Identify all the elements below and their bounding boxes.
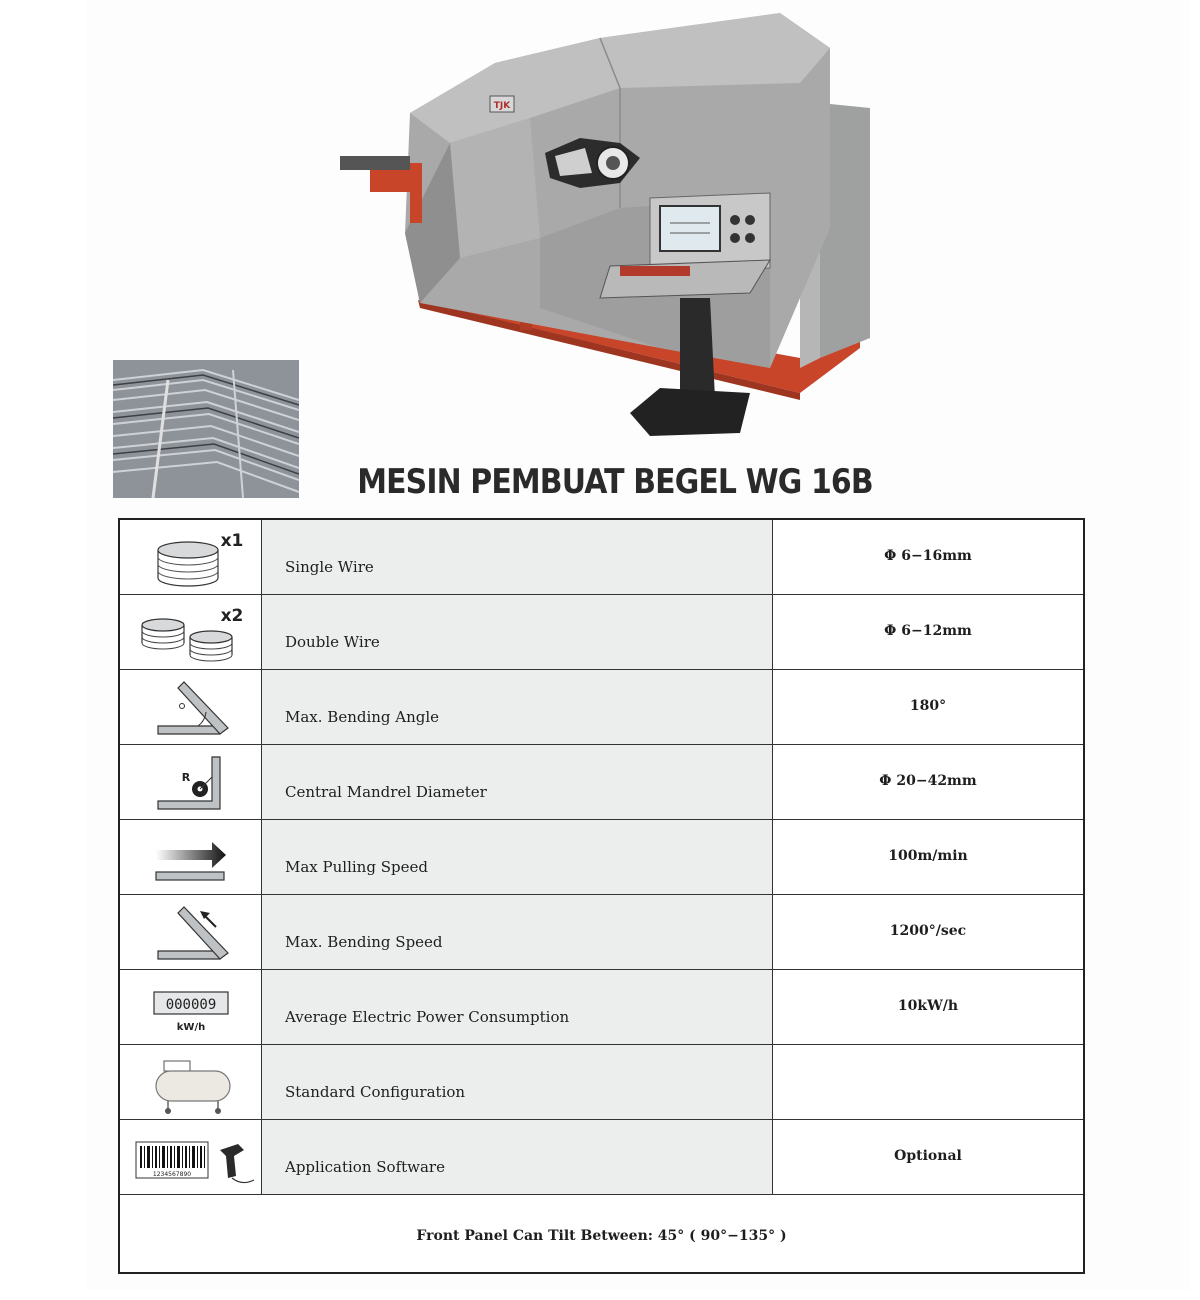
page-title: MESIN PEMBUAT BEGEL WG 16B <box>357 462 873 502</box>
spec-value: Φ 20−42mm <box>879 773 977 789</box>
spec-value-cell <box>773 745 1083 819</box>
table-row <box>120 820 1083 895</box>
table-row <box>120 895 1083 970</box>
table-row <box>120 1045 1083 1120</box>
spec-value: Φ 6−16mm <box>884 548 972 564</box>
table-row <box>120 1120 1083 1195</box>
icon-cell <box>120 970 262 1044</box>
icon-cell <box>120 670 262 744</box>
pulling-speed-arrow-icon <box>120 820 262 895</box>
spec-label-cell <box>262 820 773 894</box>
spec-label: Single Wire <box>285 558 374 576</box>
meter-unit: kW/h <box>176 1022 206 1033</box>
spec-value <box>773 1045 1083 1073</box>
bending-angle-icon <box>120 670 262 745</box>
icon-cell <box>120 1120 262 1194</box>
spec-value: Φ 6−12mm <box>884 623 972 639</box>
icon-cell <box>120 895 262 969</box>
footer-note-row <box>120 1195 1083 1272</box>
spec-label-cell <box>262 970 773 1044</box>
spec-label: Double Wire <box>285 633 380 651</box>
spec-value-cell <box>773 595 1083 669</box>
table-row <box>120 670 1083 745</box>
spec-value-cell <box>773 1045 1083 1119</box>
spec-label: Standard Configuration <box>285 1083 466 1101</box>
steel-stirrups-photo <box>113 360 299 498</box>
single-wire-coil-icon <box>120 520 262 595</box>
spec-value-cell <box>773 1120 1083 1194</box>
table-row <box>120 520 1083 595</box>
icon-cell <box>120 1045 262 1119</box>
spec-value: Optional <box>894 1148 962 1164</box>
spec-label: Max. Bending Speed <box>285 933 443 951</box>
double-wire-coil-icon <box>120 595 262 670</box>
machine-brand-label: TJK <box>493 101 511 111</box>
spec-label-cell <box>262 745 773 819</box>
table-row <box>120 745 1083 820</box>
spec-label-cell <box>262 595 773 669</box>
spec-value-cell <box>773 670 1083 744</box>
spec-value-cell <box>773 895 1083 969</box>
table-row <box>120 595 1083 670</box>
spec-label-cell <box>262 670 773 744</box>
barcode-number: 1234567890 <box>152 1171 192 1178</box>
spec-label: Central Mandrel Diameter <box>285 783 487 801</box>
spec-label-cell <box>262 1120 773 1194</box>
quantity-badge: x1 <box>220 531 244 551</box>
spec-value-cell <box>773 520 1083 594</box>
spec-label-cell <box>262 895 773 969</box>
icon-cell <box>120 520 262 594</box>
barcode-scanner-icon <box>120 1120 262 1195</box>
spec-table <box>118 518 1085 1274</box>
power-meter-icon <box>120 970 262 1045</box>
spec-value: 1200°/sec <box>889 923 967 939</box>
quantity-badge: x2 <box>220 606 244 626</box>
icon-cell <box>120 745 262 819</box>
icon-cell <box>120 595 262 669</box>
spec-value: 100m/min <box>888 848 968 864</box>
radius-letter: R <box>181 771 191 784</box>
spec-label: Max. Bending Angle <box>285 708 440 726</box>
spec-label-cell <box>262 520 773 594</box>
spec-label: Average Electric Power Consumption <box>285 1008 570 1026</box>
spec-label: Max Pulling Speed <box>285 858 428 876</box>
spec-value: 180° <box>909 698 947 714</box>
spec-label: Application Software <box>285 1158 445 1176</box>
mandrel-diameter-icon <box>120 745 262 820</box>
bending-speed-icon <box>120 895 262 970</box>
spec-label-cell <box>262 1045 773 1119</box>
stirrup-bending-machine-image <box>330 8 890 448</box>
footer-note: Front Panel Can Tilt Between: 45° ( 90°−135° ) <box>416 1228 787 1244</box>
spec-value: 10kW/h <box>897 998 959 1014</box>
icon-cell <box>120 820 262 894</box>
spec-value-cell <box>773 820 1083 894</box>
spec-value-cell <box>773 970 1083 1044</box>
air-compressor-icon <box>120 1045 262 1120</box>
meter-digits: 000009 <box>165 997 217 1013</box>
table-row <box>120 970 1083 1045</box>
